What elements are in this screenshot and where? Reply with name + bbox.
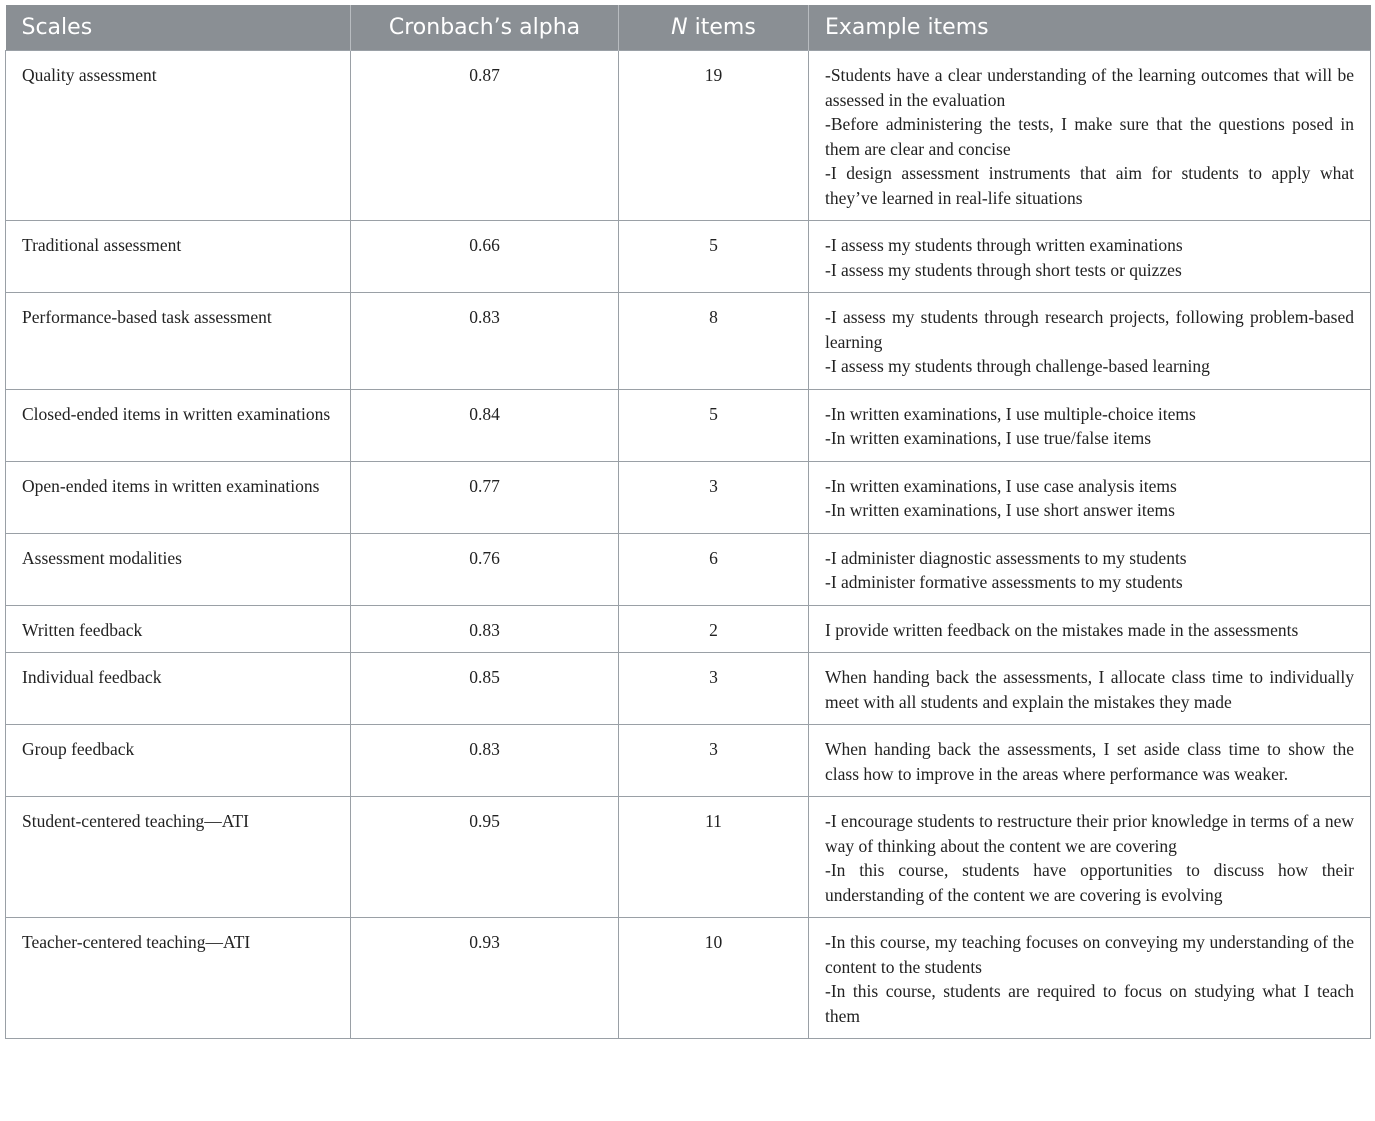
n-items-cell: 5 — [619, 221, 809, 293]
scale-name-cell: Performance-based task assessment — [6, 293, 351, 390]
scale-name-cell: Traditional assessment — [6, 221, 351, 293]
table-row — [6, 51, 1371, 221]
example-item: -I design assessment instruments that aim for students to apply what they’ve learned in real-life situations — [825, 163, 1354, 208]
n-items-cell: 5 — [619, 389, 809, 461]
example-item: -Students have a clear understanding of the learning outcomes that will be assessed in the evaluation — [825, 65, 1354, 110]
example-item: -I assess my students through written examinations — [825, 235, 1183, 255]
example-item: When handing back the assessments, I set aside class time to show the class how to improve in the areas where performance was weaker. — [825, 739, 1354, 784]
header-row — [6, 5, 1371, 51]
example-item: -I assess my students through short tests or quizzes — [825, 259, 1182, 280]
cronbach-alpha-cell: 0.76 — [351, 533, 619, 605]
example-item: -I assess my students through challenge-based learning — [825, 356, 1210, 376]
cronbach-alpha-cell: 0.83 — [351, 605, 619, 653]
example-item: -I administer formative assessments to my students — [825, 572, 1183, 592]
example-items-cell — [809, 653, 1371, 725]
scale-name-cell: Individual feedback — [6, 653, 351, 725]
cronbach-alpha-cell: 0.85 — [351, 653, 619, 725]
n-items-cell: 3 — [619, 653, 809, 725]
example-item: I provide written feedback on the mistakes made in the assessments — [825, 619, 1299, 640]
example-item: -In written examinations, I use true/false items — [825, 428, 1152, 448]
scale-name-cell: Quality assessment — [6, 51, 351, 221]
table-row — [6, 533, 1371, 605]
n-items-cell: 3 — [619, 725, 809, 797]
example-items-cell — [809, 389, 1371, 461]
example-item: -In this course, my teaching focuses on conveying my understanding of the content to the students — [825, 932, 1354, 977]
table-row — [6, 293, 1371, 390]
cronbach-alpha-cell: 0.84 — [351, 389, 619, 461]
table-row — [6, 221, 1371, 293]
cronbach-alpha-cell: 0.66 — [351, 221, 619, 293]
scale-name-cell: Assessment modalities — [6, 533, 351, 605]
table-row — [6, 918, 1371, 1039]
table-row — [6, 389, 1371, 461]
header-example-items: Example items — [809, 5, 1371, 51]
scale-name-cell: Student-centered teaching—ATI — [6, 797, 351, 918]
cronbach-alpha-cell: 0.83 — [351, 293, 619, 390]
header-cronbach-alpha: Cronbach’s alpha — [351, 5, 619, 51]
table-header — [6, 5, 1371, 51]
example-item: -In this course, students are required to focus on studying what I teach them — [825, 981, 1354, 1026]
n-items-cell: 8 — [619, 293, 809, 390]
example-item: -I administer diagnostic assessments to my students — [825, 547, 1187, 568]
example-items-cell — [809, 293, 1371, 390]
example-items-cell — [809, 918, 1371, 1039]
example-items-cell — [809, 533, 1371, 605]
cronbach-alpha-cell: 0.77 — [351, 461, 619, 533]
example-item: -Before administering the tests, I make sure that the questions posed in them are clear and concise — [825, 114, 1354, 159]
n-items-cell: 10 — [619, 918, 809, 1039]
header-n-rest: items — [687, 15, 756, 40]
scale-name-cell: Open-ended items in written examinations — [6, 461, 351, 533]
example-item: -I encourage students to restructure their prior knowledge in terms of a new way of thinking about the content we are covering — [825, 811, 1354, 856]
scale-name-cell: Written feedback — [6, 605, 351, 653]
example-item: -I assess my students through research projects, following problem-based learning — [825, 307, 1354, 352]
scales-table — [5, 5, 1371, 1039]
n-items-cell: 19 — [619, 51, 809, 221]
table-row — [6, 461, 1371, 533]
cronbach-alpha-cell: 0.83 — [351, 725, 619, 797]
n-items-cell: 6 — [619, 533, 809, 605]
header-n-italic: N — [671, 15, 688, 40]
example-items-cell — [809, 725, 1371, 797]
example-item: -In written examinations, I use case analysis items — [825, 475, 1177, 496]
example-items-cell — [809, 797, 1371, 918]
table-row — [6, 797, 1371, 918]
example-item: When handing back the assessments, I allocate class time to individually meet with all students and explain the mistakes they made — [825, 667, 1354, 712]
example-item: -In written examinations, I use short answer items — [825, 500, 1175, 520]
n-items-cell: 2 — [619, 605, 809, 653]
table-container — [5, 5, 1370, 1039]
cronbach-alpha-cell: 0.95 — [351, 797, 619, 918]
example-items-cell — [809, 605, 1371, 653]
example-items-cell — [809, 51, 1371, 221]
n-items-cell: 11 — [619, 797, 809, 918]
cronbach-alpha-cell: 0.87 — [351, 51, 619, 221]
example-items-cell — [809, 461, 1371, 533]
n-items-cell: 3 — [619, 461, 809, 533]
example-item: -In this course, students have opportunities to discuss how their understanding of the content we are covering is evolving — [825, 860, 1354, 905]
table-row — [6, 725, 1371, 797]
example-items-cell — [809, 221, 1371, 293]
table-row — [6, 653, 1371, 725]
example-item: -In written examinations, I use multiple-choice items — [825, 403, 1196, 424]
scale-name-cell: Group feedback — [6, 725, 351, 797]
table-body — [6, 51, 1371, 1039]
scale-name-cell: Teacher-centered teaching—ATI — [6, 918, 351, 1039]
table-row — [6, 605, 1371, 653]
cronbach-alpha-cell: 0.93 — [351, 918, 619, 1039]
scale-name-cell: Closed-ended items in written examinations — [6, 389, 351, 461]
header-scales: Scales — [6, 5, 351, 51]
header-n-items — [619, 5, 809, 51]
